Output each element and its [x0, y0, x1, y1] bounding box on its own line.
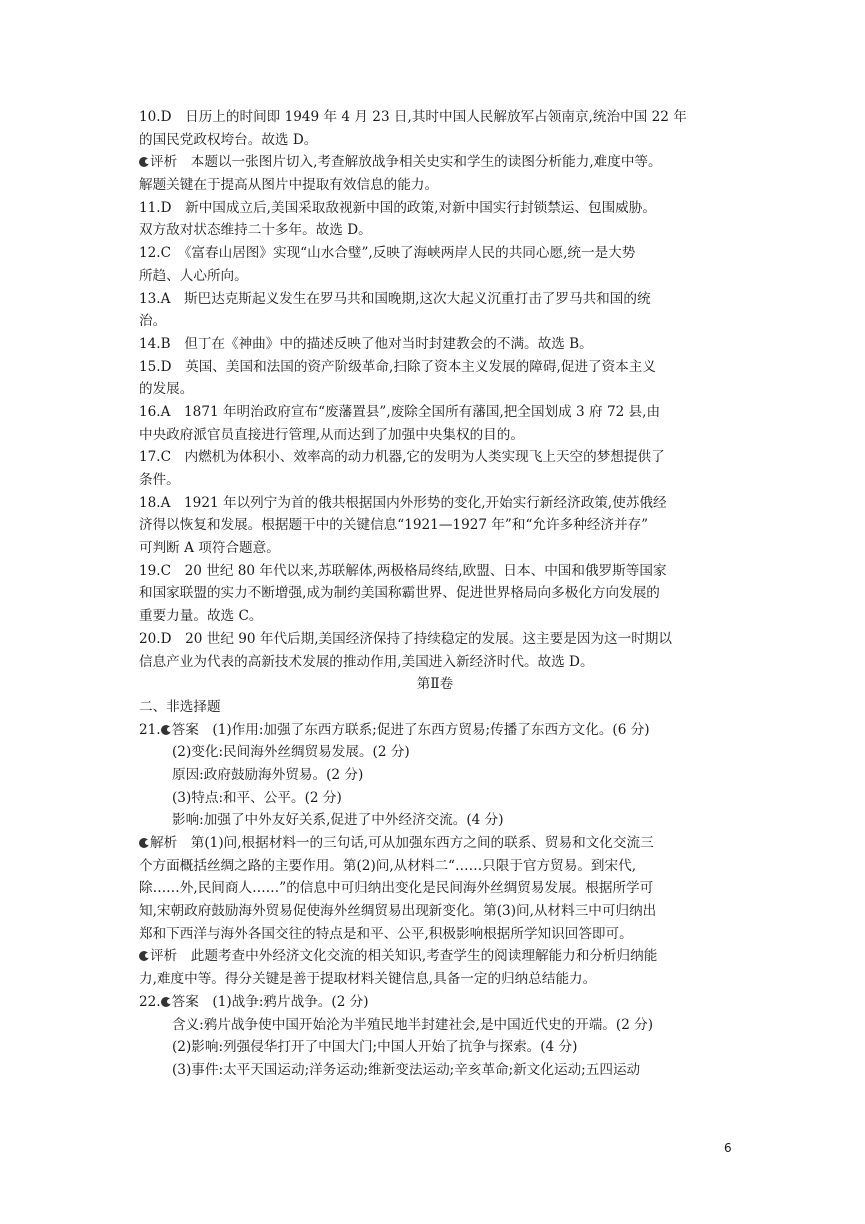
- text-line: 解题关键在于提高从图片中提取有效信息的能力。: [139, 177, 439, 194]
- document-body: [139, 106, 731, 1082]
- text-line: 18.A 1921 年以列宁为首的俄共根据国内外形势的变化,开始实行新经济政策,使苏俄经: [139, 494, 667, 511]
- text-line: 信息产业为代表的高新技术发展的推动作用,美国进入新经济时代。故选 D。: [139, 653, 594, 670]
- text-line: (2)变化:民间海外丝绸贸易发展。(2 分): [172, 744, 410, 761]
- text-line: 知,宋朝政府鼓励海外贸易促使海外丝绸贸易出现新变化。第(3)问,从材料三中可归纳出: [139, 903, 657, 920]
- text-line: 20.D 20 世纪 90 年代后期,美国经济保持了持续稳定的发展。这主要是因为这一时期以: [139, 630, 672, 647]
- text-line: 15.D 英国、美国和法国的资产阶级革命,扫除了资本主义发展的障碍,促进了资本主义: [139, 358, 656, 375]
- analysis-marker-icon: [139, 838, 149, 848]
- page-number: 6: [724, 1141, 732, 1155]
- text-line: 除……外,民间商人……”的信息中可归纳出变化是民间海外丝绸贸易发展。根据所学可: [139, 880, 654, 897]
- text-line: 11.D 新中国成立后,美国采取敌视新中国的政策,对新中国实行封锁禁运、包围威胁。: [139, 199, 656, 216]
- commentary-line: 评析 此题考查中外经济文化交流的相关知识,考查学生的阅读理解能力和分析归纳能: [139, 945, 731, 968]
- text-line: (3)特点:和平、公平。(2 分): [172, 789, 342, 806]
- text-line: (3)事件:太平天国运动;洋务运动;维新变法运动;辛亥革命;新文化运动;五四运动: [172, 1061, 641, 1078]
- text-line: 10.D 日历上的时间即 1949 年 4 月 23 日,其时中国人民解放军占领南京,统治中国 22 年: [139, 109, 687, 125]
- text-line: 12.C 《富春山居图》实现“山水合璧”,反映了海峡两岸人民的共同心愿,统一是大势: [139, 245, 636, 262]
- answer-marker-icon: [161, 997, 171, 1007]
- answer-line: 22. 答案 (1)战争:鸦片战争。(2 分): [139, 993, 369, 1010]
- text-line: 力,难度中等。得分关键是善于提取材料关键信息,具备一定的归纳总结能力。: [139, 971, 597, 988]
- answer-marker-icon: [161, 725, 171, 735]
- text-line: 17.C 内燃机为体积小、效率高的动力机器,它的发明为人类实现飞上天空的梦想提供了: [139, 449, 665, 466]
- text-line: 济得以恢复和发展。根据题干中的关键信息“1921—1927 年”和“允许多种经济并存”: [139, 517, 649, 534]
- section-subheading: 二、非选择题: [139, 698, 221, 715]
- text-line: 19.C 20 世纪 80 年代以来,苏联解体,两极格局终结,欧盟、日本、中国和俄罗斯等国家: [139, 562, 667, 579]
- comment-marker-icon: [139, 157, 149, 167]
- analysis-line: 解析 第(1)问,根据材料一的三句话,可从加强东西方之间的联系、贸易和文化交流三: [139, 832, 731, 855]
- text-line: 郑和下西洋与海外各国交往的特点是和平、公平,积极影响根据所学知识回答即可。: [139, 925, 633, 942]
- text-line: 所趋、人心所向。: [139, 267, 248, 284]
- text-line: 13.A 斯巴达克斯起义发生在罗马共和国晚期,这次大起义沉重打击了罗马共和国的统: [139, 290, 651, 307]
- comment-marker-icon: [139, 951, 149, 961]
- answer-line: 21. 答案 (1)作用:加强了东西方联系;促进了东西方贸易;传播了东西方文化。(6 分): [139, 721, 650, 738]
- text-line: 条件。: [139, 472, 180, 488]
- section-heading: 第Ⅱ卷: [416, 676, 454, 693]
- text-line: 原因:政府鼓励海外贸易。(2 分): [172, 766, 364, 783]
- text-line: 影响:加强了中外友好关系,促进了中外经济交流。(4 分): [172, 812, 504, 829]
- text-line: 的国民党政权垮台。故选 D。: [139, 131, 318, 148]
- text-line: 含义:鸦片战争使中国开始沦为半殖民地半封建社会,是中国近代史的开端。(2 分): [172, 1016, 654, 1033]
- text-line: 个方面概括丝绸之路的主要作用。第(2)问,从材料二“……只限于官方贸易。到宋代,: [139, 857, 637, 874]
- text-line: 的发展。: [139, 381, 194, 398]
- text-line: 16.A 1871 年明治政府宣布“废藩置县”,废除全国所有藩国,把全国划成 3 府 72 县,由: [139, 403, 661, 420]
- text-line: 治。: [139, 313, 167, 330]
- text-line: (2)影响:列强侵华打开了中国大门;中国人开始了抗争与探索。(4 分): [172, 1039, 578, 1056]
- text-line: 和国家联盟的实力不断增强,成为制约美国称霸世界、促进世界格局向多极化方向发展的: [139, 585, 660, 602]
- text-line: 双方敌对状态维持二十多年。故选 D。: [139, 222, 372, 239]
- text-line: 中央政府派官员直接进行管理,从而达到了加强中央集权的目的。: [139, 426, 524, 443]
- text-line: 14.B 但丁在《神曲》中的描述反映了他对当时封建教会的不满。故选 B。: [139, 335, 593, 352]
- text-line: 可判断 A 项符合题意。: [139, 540, 280, 557]
- commentary-line: 评析 本题以一张图片切入,考查解放战争相关史实和学生的读图分析能力,难度中等。: [139, 151, 731, 174]
- text-line: 重要力量。故选 C。: [139, 608, 263, 625]
